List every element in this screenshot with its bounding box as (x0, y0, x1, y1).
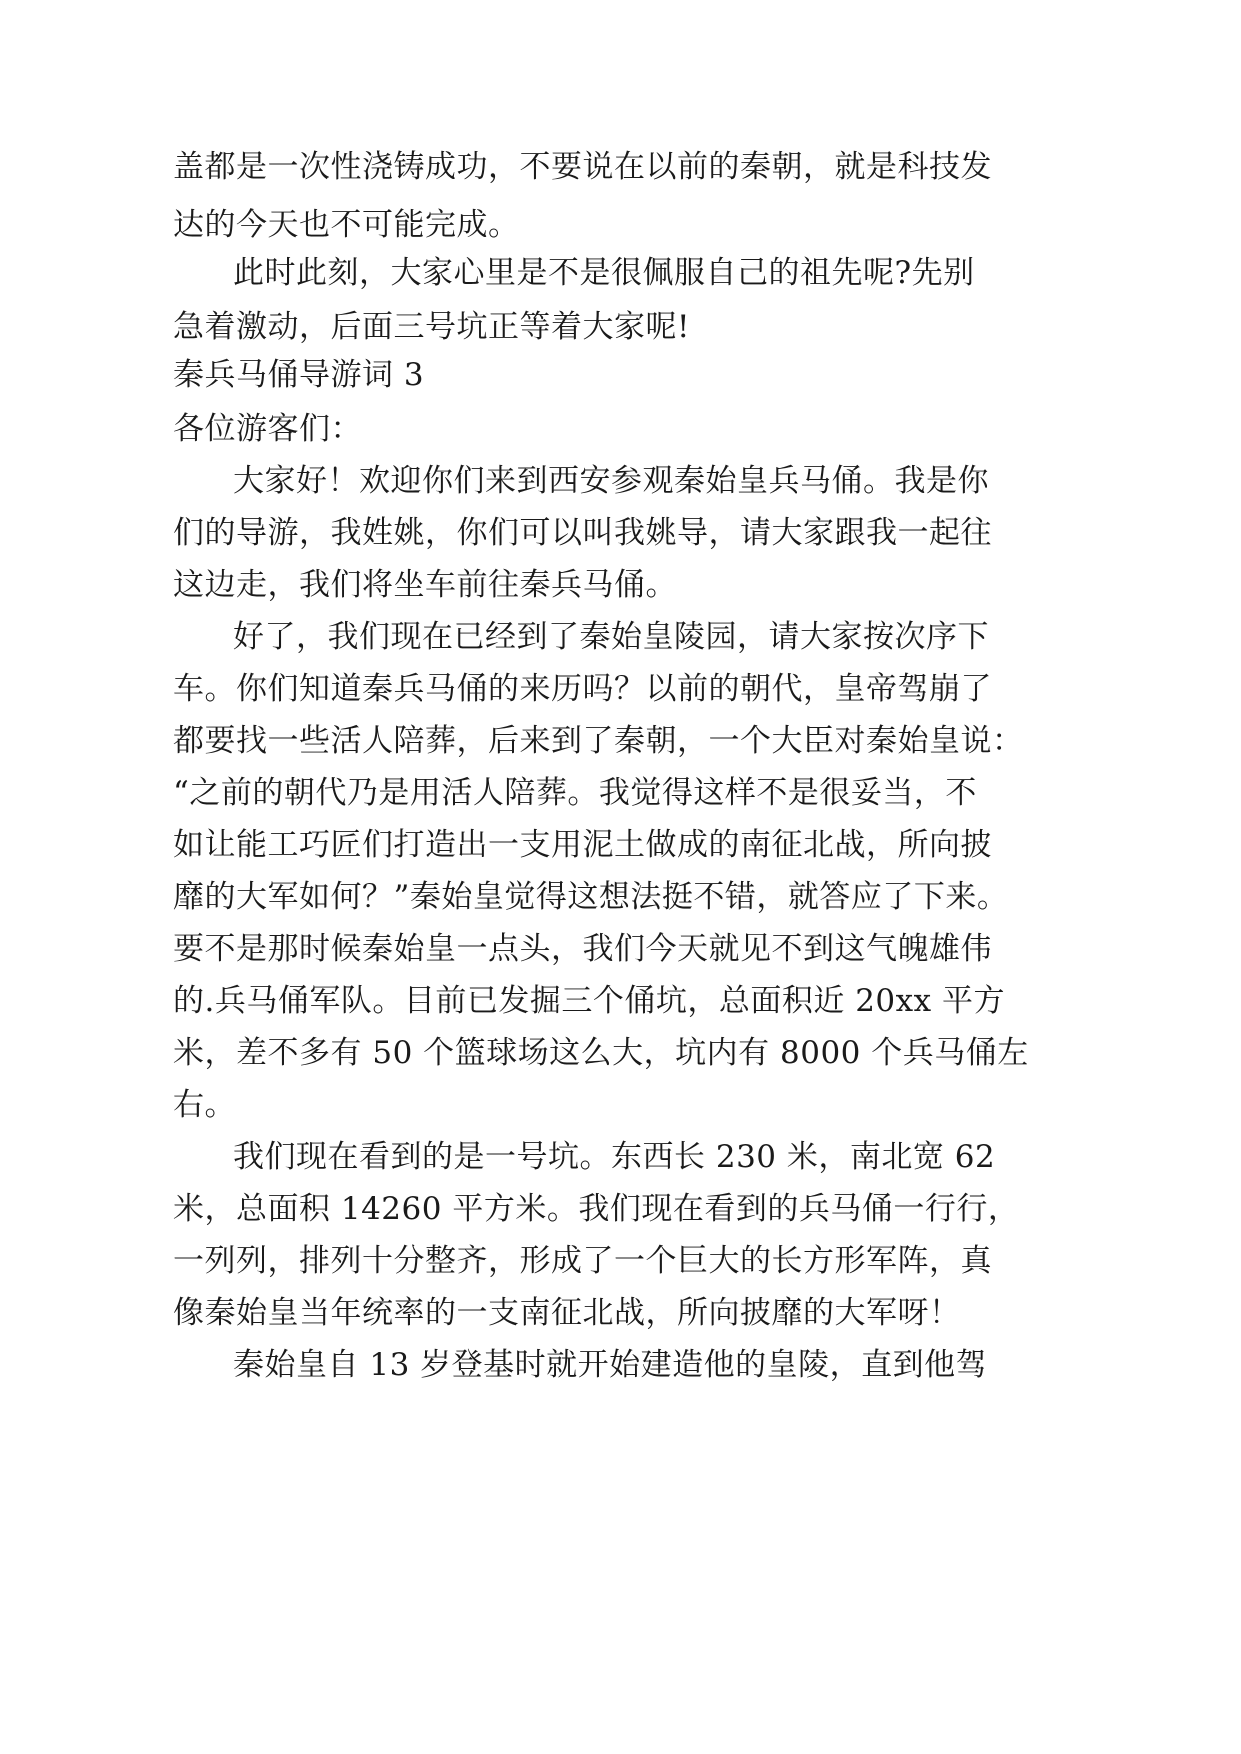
text-line (0, 1336, 1241, 1394)
text-line (0, 1128, 1241, 1186)
text-line (0, 764, 1241, 822)
text-line (0, 452, 1241, 510)
line-text: 靡的大军如何？”秦始皇觉得这想法挺不错，就答应了下来。 (173, 879, 1009, 915)
text-line (0, 1076, 1241, 1134)
line-text: 盖都是一次性浇铸成功，不要说在以前的秦朝，就是科技发 (173, 149, 992, 185)
text-line (0, 1024, 1241, 1082)
text-line (0, 816, 1241, 874)
text-line (0, 712, 1241, 770)
text-line (0, 608, 1241, 666)
text-line (0, 1180, 1241, 1238)
line-text: 要不是那时候秦始皇一点头，我们今天就见不到这气魄雄伟 (173, 931, 992, 967)
line-text: “之前的朝代乃是用活人陪葬。我觉得这样不是很妥当，不 (173, 775, 977, 811)
text-line (0, 1284, 1241, 1342)
line-text: 这边走，我们将坐车前往秦兵马俑。 (173, 567, 677, 603)
line-text: 都要找一些活人陪葬，后来到了秦朝，一个大臣对秦始皇说： (173, 723, 1024, 759)
text-line (0, 972, 1241, 1030)
line-text: 的.兵马俑军队。目前已发掘三个俑坑，总面积近 20xx 平方 (173, 983, 1005, 1019)
section-heading (0, 346, 1241, 404)
line-text: 我们现在看到的是一号坑。东西长 230 米，南北宽 62 (233, 1139, 996, 1175)
line-text: 达的今天也不可能完成。 (173, 207, 520, 243)
line-text: 们的导游，我姓姚，你们可以叫我姚导，请大家跟我一起往 (173, 515, 992, 551)
text-line (0, 556, 1241, 614)
text-line (0, 504, 1241, 562)
line-text: 如让能工巧匠们打造出一支用泥土做成的南征北战，所向披 (173, 827, 992, 863)
text-line (0, 400, 1241, 458)
line-text: 此时此刻，大家心里是不是很佩服自己的祖先呢?先别 (233, 255, 975, 291)
line-text: 右。 (173, 1087, 236, 1123)
line-text: 各位游客们： (173, 411, 362, 447)
text-line (0, 660, 1241, 718)
heading-text: 秦兵马俑导游词 3 (173, 357, 425, 393)
text-line (0, 244, 1241, 302)
text-line (0, 920, 1241, 978)
line-text: 车。你们知道秦兵马俑的来历吗？以前的朝代，皇帝驾崩了 (173, 671, 992, 707)
text-line (0, 1232, 1241, 1290)
line-text: 好了，我们现在已经到了秦始皇陵园，请大家按次序下 (233, 619, 989, 655)
line-text: 一列列，排列十分整齐，形成了一个巨大的长方形军阵，真 (173, 1243, 992, 1279)
line-text: 大家好！欢迎你们来到西安参观秦始皇兵马俑。我是你 (233, 463, 989, 499)
line-text: 米，差不多有 50 个篮球场这么大，坑内有 8000 个兵马俑左 (173, 1035, 1029, 1071)
line-text: 像秦始皇当年统率的一支南征北战，所向披靡的大军呀！ (173, 1295, 961, 1331)
text-line (0, 138, 1241, 196)
text-line (0, 868, 1241, 926)
line-text: 秦始皇自 13 岁登基时就开始建造他的皇陵，直到他驾 (233, 1347, 988, 1383)
line-text: 米，总面积 14260 平方米。我们现在看到的兵马俑一行行， (173, 1191, 1020, 1227)
line-text: 急着激动，后面三号坑正等着大家呢! (173, 309, 690, 345)
